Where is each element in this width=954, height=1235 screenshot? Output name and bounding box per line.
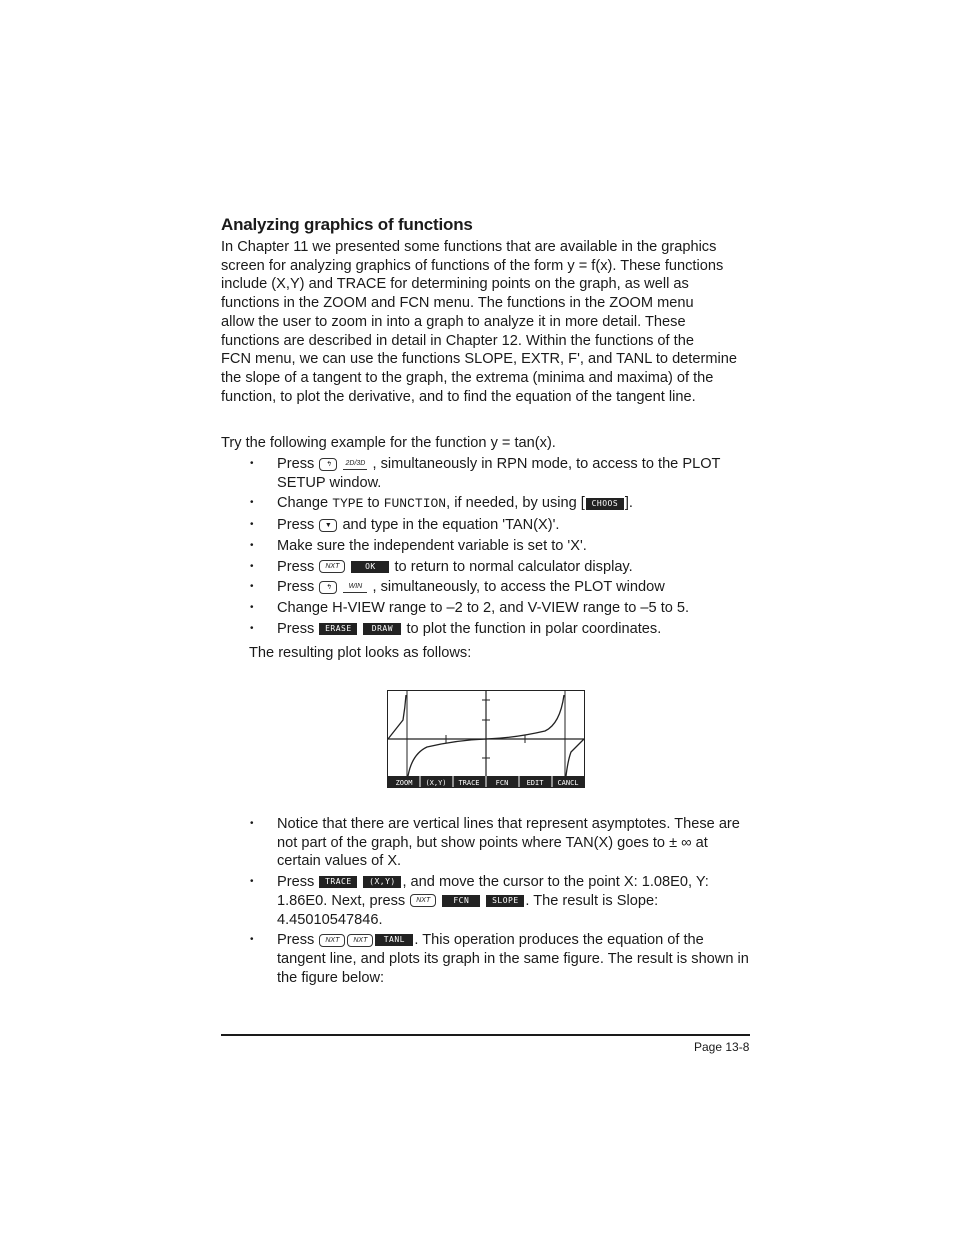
down-arrow-key-icon: ▼: [319, 519, 337, 532]
left-shift-key-icon: ↰: [319, 458, 337, 471]
notes-list: [249, 815, 749, 989]
left-shift-key-icon: ↰: [319, 581, 337, 594]
calculator-plot-screenshot: [387, 690, 585, 793]
trace-softkey-icon: TRACE: [319, 876, 357, 888]
nxt-key-icon: NXT: [347, 934, 373, 947]
tanl-softkey-icon: TANL: [375, 934, 413, 946]
page-number: Page 13-8: [694, 1040, 750, 1054]
plot-menu-zoom: ZOOM: [395, 779, 413, 787]
step-item: • Press ↰ 2D/3D , simultaneously in RPN mode, to access to the PLOT SETUP window.: [249, 455, 749, 492]
2d3d-key-icon: 2D/3D: [343, 458, 367, 470]
erase-softkey-icon: ERASE: [319, 623, 357, 635]
intro-line: functions in the ZOOM and FCN menu. The functions in the ZOOM menu: [221, 295, 694, 312]
plot-menu-edit: EDIT: [526, 779, 544, 787]
slope-softkey-icon: SLOPE: [486, 895, 524, 907]
intro-line: In Chapter 11 we presented some functions that are available in the graphics: [221, 239, 717, 255]
intro-line: the slope of a tangent to the graph, the extrema (minima and maxima) of the: [221, 369, 714, 386]
plot-menu-cancl: CANCL: [557, 779, 579, 787]
nxt-key-icon: NXT: [319, 934, 345, 947]
result-caption: The resulting plot looks as follows:: [249, 645, 472, 661]
nxt-key-icon: NXT: [319, 560, 345, 573]
step-item: • Make sure the independent variable is set to 'X'.: [249, 537, 749, 556]
intro-line: allow the user to zoom in into a graph to analyze it in more detail. These: [221, 313, 686, 330]
plot-menu-xy: (X,Y): [425, 779, 447, 787]
intro-line: screen for analyzing graphics of functions of the form y = f(x). These functions: [221, 257, 724, 274]
note-item: • Press NXT NXT TANL . This operation produces the equation of the tangent line, and plots its graph in the same figure. The result is shown in the figure below:: [249, 931, 749, 987]
step-item: • Press NXT OK to return to normal calculator display.: [249, 558, 749, 577]
footer-rule: [221, 1034, 750, 1036]
intro-line: include (X,Y) and TRACE for determining points on the graph, as well as: [221, 276, 689, 293]
intro-line: function, to plot the derivative, and to find the equation of the tangent line.: [221, 388, 696, 405]
step-item: • Change TYPE to FUNCTION, if needed, by using [ CHOOS ].: [249, 494, 749, 514]
draw-softkey-icon: DRAW: [363, 623, 401, 635]
win-key-icon: WIN: [343, 581, 367, 593]
step-item: • Press ↰ WIN , simultaneously, to access the PLOT window: [249, 578, 749, 597]
nxt-key-icon: NXT: [410, 894, 436, 907]
step-item: • Change H-VIEW range to –2 to 2, and V-VIEW range to –5 to 5.: [249, 599, 749, 618]
choos-softkey-icon: CHOOS: [586, 498, 624, 510]
step-item: • Press ▼ and type in the equation 'TAN(X)'.: [249, 516, 749, 535]
intro-line: FCN menu, we can use the functions SLOPE, EXTR, F', and TANL to determine: [221, 351, 737, 368]
example-intro: Try the following example for the function y = tan(x).: [221, 435, 556, 451]
intro-paragraph: [221, 238, 751, 406]
note-item: • Notice that there are vertical lines that represent asymptotes. These are not part of the graph, but show points where TAN(X) goes to ± ∞ at certain values of X.: [249, 815, 749, 871]
plot-menu-fcn: FCN: [495, 779, 509, 787]
intro-line: functions are described in detail in Chapter 12. Within the functions of the: [221, 332, 694, 349]
ok-softkey-icon: OK: [351, 561, 389, 573]
fcn-softkey-icon: FCN: [442, 895, 480, 907]
plot-menu-trace: TRACE: [458, 779, 480, 787]
step-item: • Press ERASE DRAW to plot the function in polar coordinates.: [249, 620, 749, 639]
section-heading: Analyzing graphics of functions: [221, 215, 473, 234]
steps-list: [249, 455, 749, 640]
xy-softkey-icon: (X,Y): [363, 876, 401, 888]
note-item: • Press TRACE (X,Y) , and move the cursor to the point X: 1.08E0, Y: 1.86E0. Next, press NXT FCN SLOPE . The result is Slope: 4.45010547846.: [249, 873, 749, 929]
